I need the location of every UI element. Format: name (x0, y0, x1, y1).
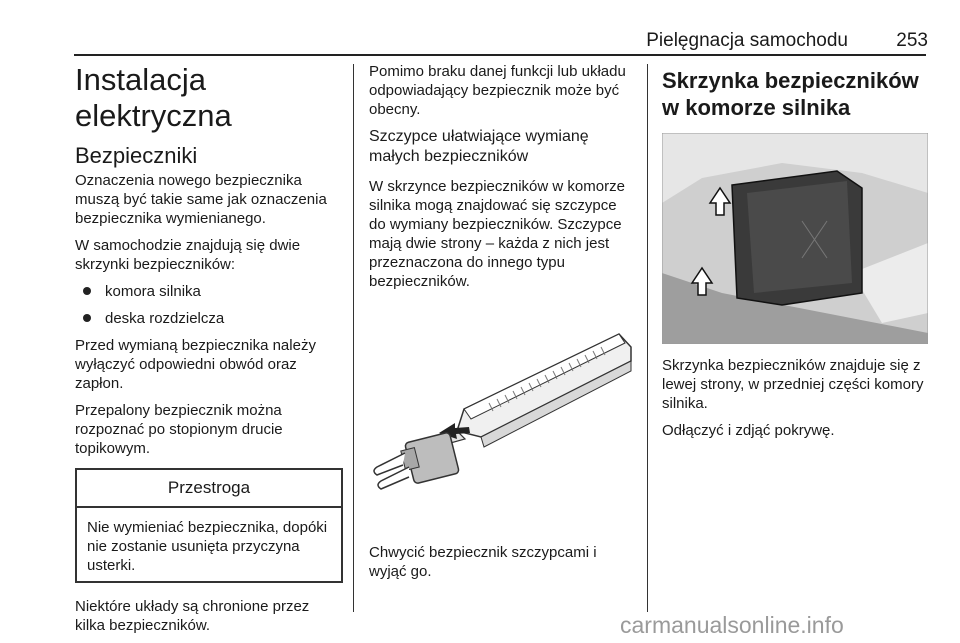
paragraph-blown-fuse: Przepalony bezpiecznik można rozpoznać po stopionym drucie topikowym. (75, 402, 283, 457)
column-3 (662, 62, 928, 448)
fuse-pliers-illustration (369, 299, 633, 539)
subsection-title: Bezpieczniki (75, 143, 198, 168)
section-title: Instalacja elektryczna (75, 62, 232, 133)
caution-text: Nie wymieniać bezpiecznika, dopóki nie zostanie usunięta przyczyna usterki. (87, 519, 328, 574)
caution-body (77, 508, 341, 581)
bullet-dot (83, 314, 91, 322)
paragraph-switch-off: Przed wymianą bezpiecznika należy wyłączyć odpowiedni obwód oraz zapłon. (75, 337, 316, 392)
section-title-engine-fusebox: Skrzynka bezpieczników w komorze silnika (662, 68, 919, 120)
caution-box (75, 468, 343, 583)
page-header-title: Pielęgnacja samochodu (646, 30, 848, 51)
page-number: 253 (896, 30, 928, 51)
column-1 (75, 62, 343, 643)
bullet-dot (83, 287, 91, 295)
bullet-item (75, 282, 343, 301)
paragraph-multiple-fuses: Niektóre układy są chronione przez kilka bezpieczników. (75, 598, 310, 634)
caution-title: Przestroga (77, 470, 341, 508)
bullet-text: deska rozdzielcza (105, 310, 225, 327)
header-rule (74, 54, 926, 56)
engine-fusebox-photo (662, 133, 928, 344)
column-divider-2 (647, 64, 648, 612)
paragraph-pliers: W skrzynce bezpieczników w komorze silnika mogą znajdować się szczypce do wymiany bezpieczników. Szczypce mają dwie strony – każda z nich jest przeznaczona do innego typu bezpieczników. (369, 178, 625, 290)
paragraph-fuse-present: Pomimo braku danej funkcji lub układu odpowiadający bezpiecznik może być obecny. (369, 63, 626, 118)
figure-caption-pliers: Chwycić bezpiecznik szczypcami i wyjąć go. (369, 544, 597, 580)
paragraph-fuse-markings: Oznaczenia nowego bezpiecznika muszą być takie same jak oznaczenia bezpiecznika wymienianego. (75, 172, 327, 227)
paragraph-two-fuse-boxes: W samochodzie znajdują się dwie skrzynki bezpieczników: (75, 237, 301, 273)
column-divider-1 (353, 64, 354, 612)
watermark-text: carmanualsonline.info (620, 612, 844, 638)
paragraph-remove-cover: Odłączyć i zdjąć pokrywę. (662, 422, 835, 439)
bullet-text: komora silnika (105, 283, 201, 300)
column-2 (369, 62, 633, 589)
bullet-item (75, 309, 343, 328)
subsection-title-pliers: Szczypce ułatwiające wymianę małych bezpieczników (369, 128, 589, 165)
paragraph-fusebox-location: Skrzynka bezpieczników znajduje się z lewej strony, w przedniej części komory silnika. (662, 357, 924, 412)
